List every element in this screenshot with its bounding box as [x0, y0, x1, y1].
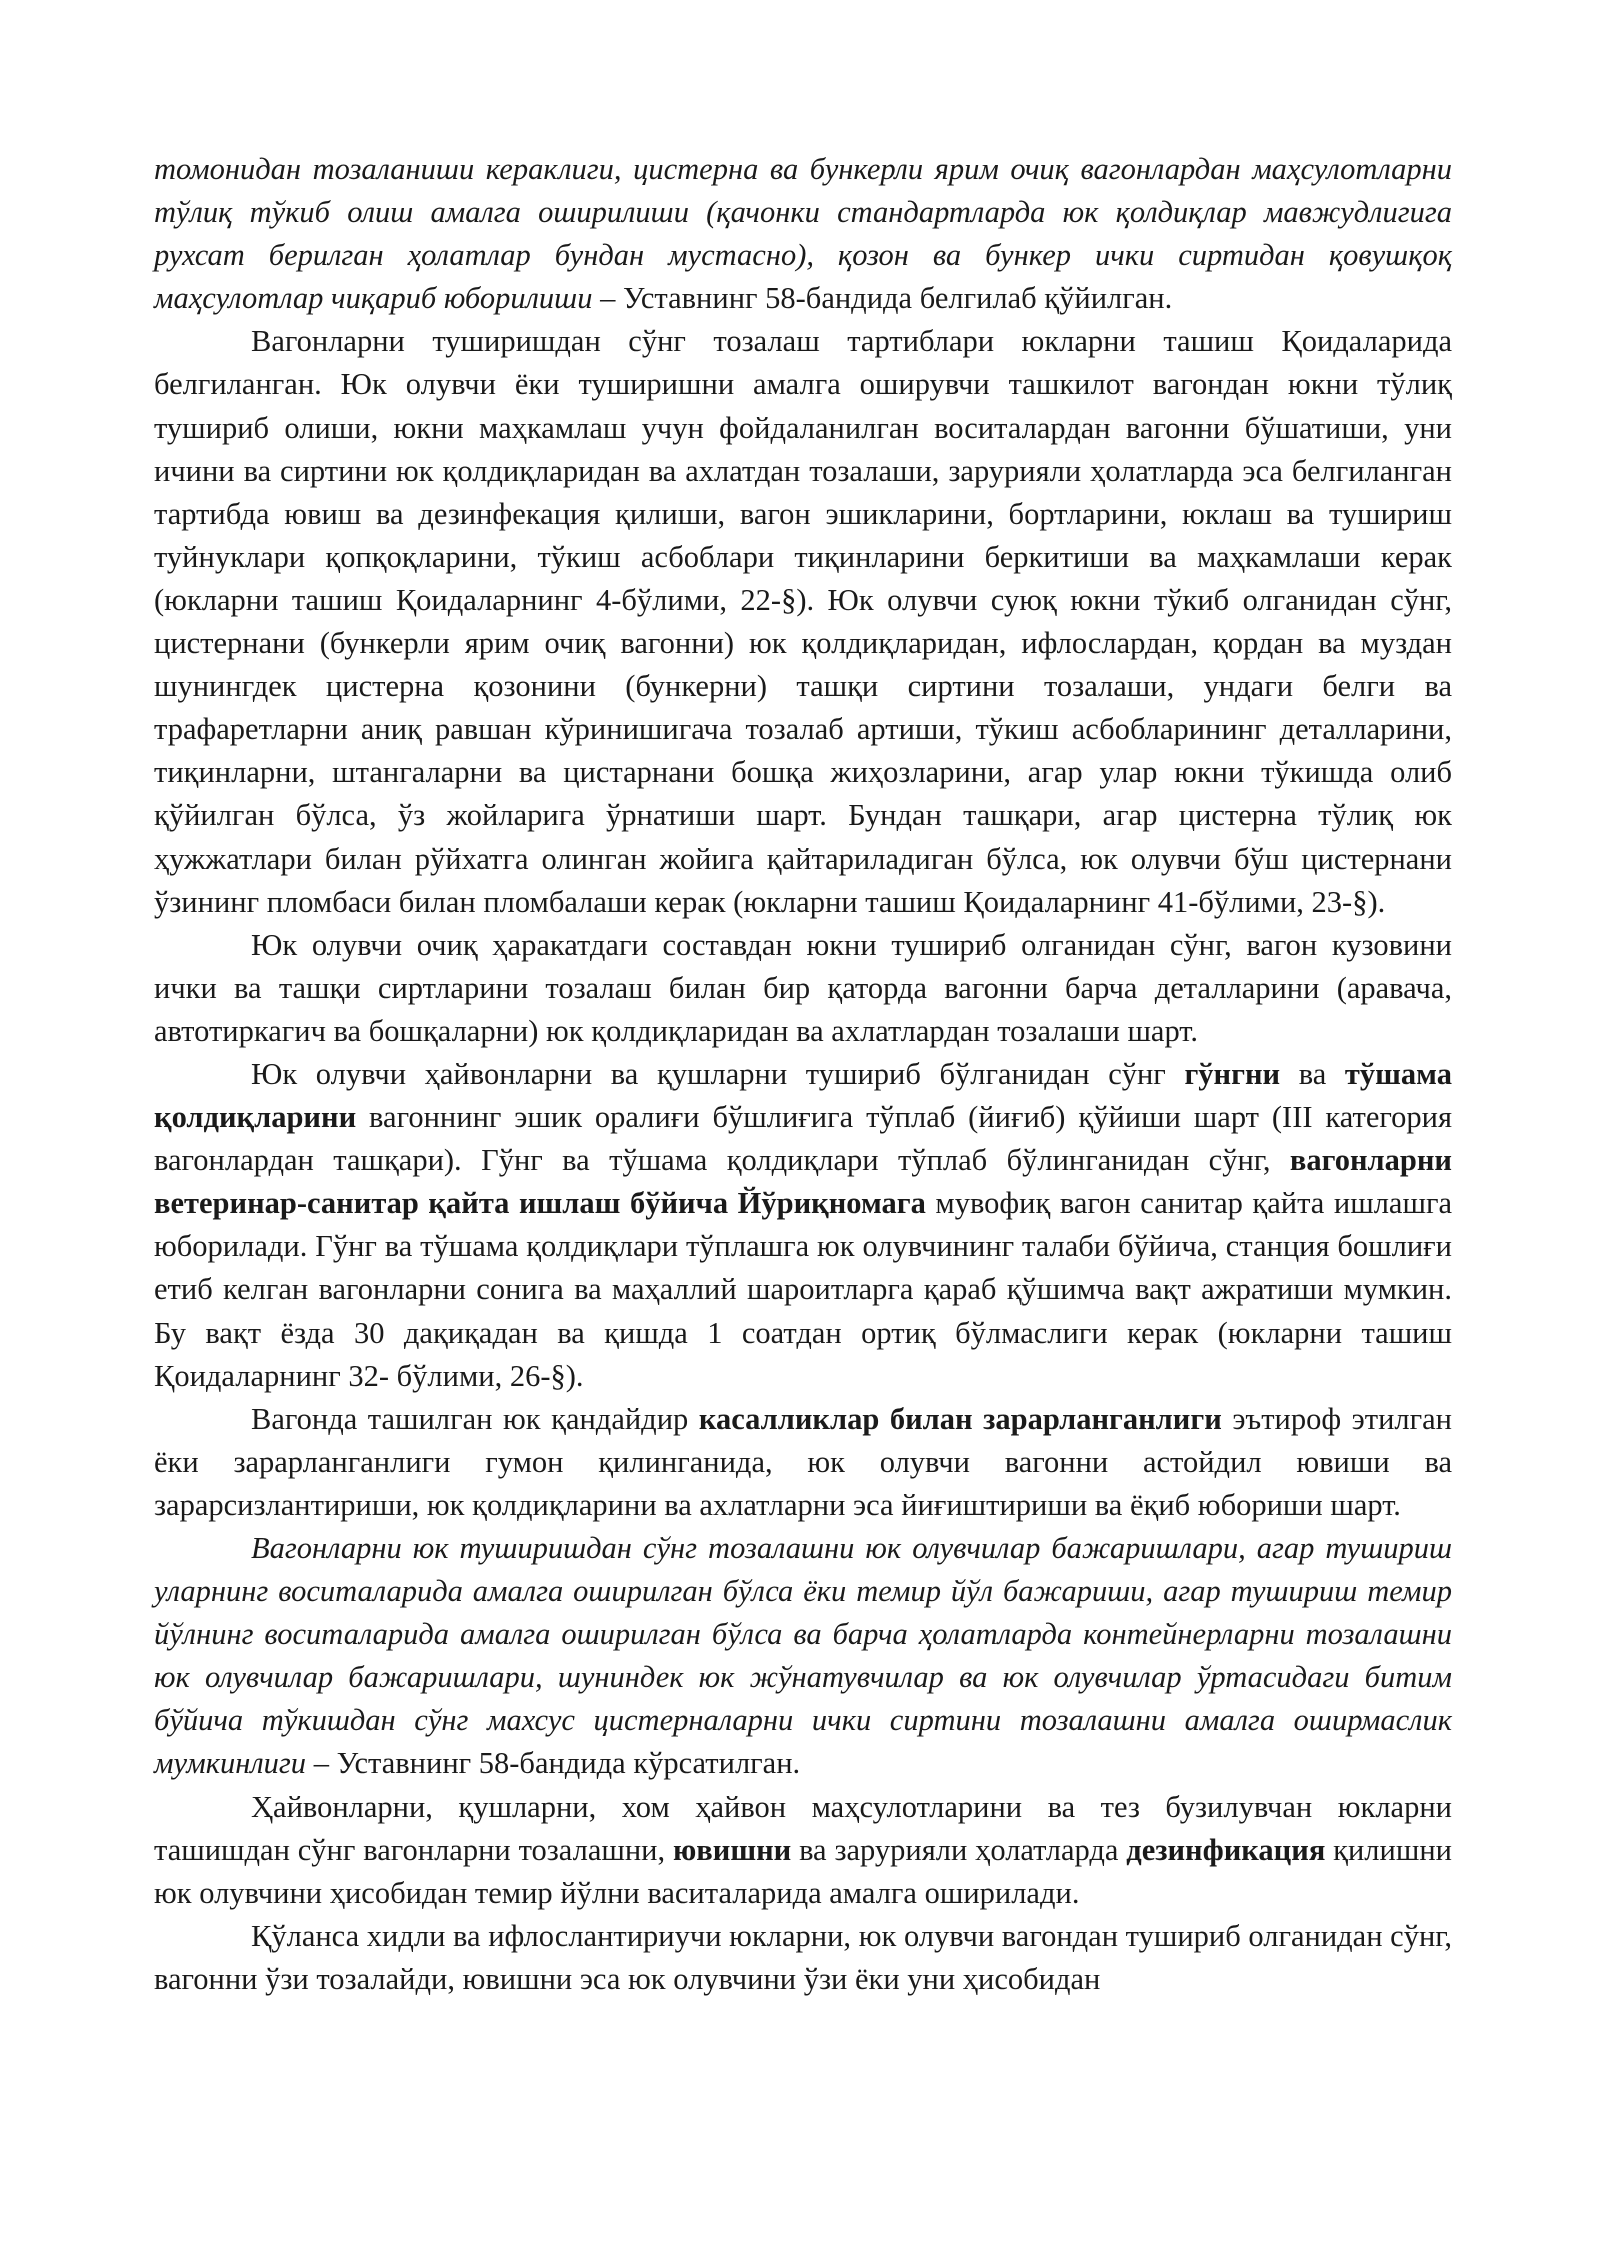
paragraph-8 — [154, 1915, 1452, 2001]
text: мувофиқ вагон санитар қайта ишлашга юборилади. Гўнг ва тўшама қолдиқлари тўплашга юк олувчининг талаби бўйича, станция бошлиғи етиб келган вагонларни сонига ва маҳаллий шароитларга қараб қўшимча вақт ажратиши мумкин. Бу вақт ёзда 30 дақиқадан ва қишда 1 соатдан ортиқ бўлмаслиги керак (юкларни ташиш Қоидаларнинг 32- бўлими, 26-§). — [154, 1186, 1452, 1393]
paragraph-1 — [154, 148, 1452, 320]
text: эътироф этилган ёки зарарланганлиги гумон қилинганида, юк олувчи вагонни астойдил ювиши ва зарарсизлантириши, юк қолдиқларини ва ахлатларни эса йиғиштириши ва ёқиб юбориши шарт. — [154, 1401, 1452, 1522]
text: қилишни юк олувчини ҳисобидан темир йўлни васиталарида амалга оширилади. — [154, 1832, 1452, 1910]
paragraph-3 — [154, 924, 1452, 1053]
document-page — [154, 148, 1452, 2001]
italic-text: томонидан тозаланиши кераклиги, цистерна ва бункерли ярим очиқ вагонлардан маҳсулотларни тўлиқ тўкиб олиш амалга оширилиши (қачонки стандартларда юк қолдиқлар мавжудлигига рухсат берилган ҳолатлар бундан мустасно), қозон ва бункер ички сиртидан қовушқоқ маҳсулотлар чиқариб юборилиши — [154, 152, 1452, 316]
text: Қўланса хидли ва ифлослантириучи юкларни, юк олувчи вагондан тушириб олганидан сўнг, вагонни ўзи тозалайди, ювишни эса юк олувчини ўзи ёки уни ҳисобидан — [154, 1918, 1452, 1996]
paragraph-7 — [154, 1786, 1452, 1915]
text: Юк олувчи ҳайвонларни ва қушларни тушириб бўлганидан сўнг — [251, 1056, 1185, 1091]
bold-text: касалликлар билан зарарланганлиги — [698, 1401, 1222, 1436]
bold-text: гўнгни — [1184, 1056, 1281, 1091]
bold-text: дезинфикация — [1126, 1832, 1326, 1867]
text: ва зарурияли ҳолатларда — [791, 1832, 1127, 1867]
text: – Уставнинг 58-бандида белгилаб қўйилган. — [592, 281, 1173, 316]
italic-text: Вагонларни юк туширишдан сўнг тозалашни юк олувчилар бажаришлари, агар тушириш уларнинг воситаларида амалга оширилган бўлса ёки темир йўл бажариши, агар тушириш темир йўлнинг воситаларида амалга оширилган бўлса ва барча ҳолатларда контейнерларни тозалашни юк олувчилар бажаришлари, шуниндек юк жўнатувчилар ва юк олувчилар ўртасидаги битим бўйича тўкишдан сўнг махсус цистерналарни ички сиртини тозалашни амалга оширмаслик мумкинлиги — [154, 1531, 1452, 1781]
paragraph-5 — [154, 1398, 1452, 1527]
text: Вагонда ташилган юк қандайдир — [251, 1401, 699, 1436]
text: Ҳайвонларни, қушларни, хом ҳайвон маҳсулотларини ва тез бузилувчан юкларни ташишдан сўнг вагонларни тозалашни, — [154, 1789, 1452, 1867]
text: – Уставнинг 58-бандида кўрсатилган. — [313, 1746, 801, 1781]
bold-text: вагонларни ветеринар-санитар қайта ишлаш бўйича Йўриқномага — [154, 1143, 1452, 1221]
paragraph-2 — [154, 320, 1452, 923]
bold-text: ювишни — [672, 1832, 792, 1867]
text: Юк олувчи очиқ ҳаракатдаги составдан юкни тушириб олганидан сўнг, вагон кузовини ички ва ташқи сиртларини тозалаш билан бир қаторда вагонни барча деталларини (аравача, автотиркагич ва бошқаларни) юк қолдиқларидан ва ахлатлардан тозалаши шарт. — [154, 927, 1452, 1048]
text: вагоннинг эшик оралиғи бўшлиғига тўплаб (йиғиб) қўйиши шарт (III категория вагонлардан ташқари). Гўнг ва тўшама қолдиқлари тўплаб бўлинганидан сўнг, — [154, 1100, 1452, 1178]
paragraph-4 — [154, 1053, 1452, 1398]
paragraph-6 — [154, 1527, 1452, 1786]
text: ва — [1280, 1056, 1345, 1091]
text: Вагонларни туширишдан сўнг тозалаш тартиблари юкларни ташиш Қоидаларида белгиланган. Юк олувчи ёки туширишни амалга оширувчи ташкилот вагондан юкни тўлиқ тушириб олиши, юкни маҳкамлаш учун фойдаланилган воситалардан вагонни бўшатиши, уни ичини ва сиртини юк қолдиқларидан ва ахлатдан тозалаши, зарурияли ҳолатларда эса белгиланган тартибда ювиш ва дезинфекация қилиши, вагон эшикларини, бортларини, юклаш ва тушириш туйнуклари қопқоқларини, тўкиш асбоблари тиқинларини беркитиши ва маҳкамлаши керак (юкларни ташиш Қоидаларнинг 4-бўлими, 22-§). Юк олувчи суюқ юкни тўкиб олганидан сўнг, цистернани (бункерли ярим очиқ вагонни) юк қолдиқларидан, ифлослардан, қордан ва муздан шунингдек цистерна қозонини (бункерни) ташқи сиртини тозалаши, ундаги белги ва трафаретларни аниқ равшан кўринишигача тозалаб артиши, тўкиш асбобларининг деталларини, тиқинларни, штангаларни ва цистарнани бошқа жиҳозларини, агар улар юкни тўкишда олиб қўйилган бўлса, ўз жойларига ўрнатиши шарт. Бундан ташқари, агар цистерна тўлиқ юк ҳужжатлари билан рўйхатга олинган жойига қайтариладиган бўлса, юк олувчи бўш цистернани ўзининг пломбаси билан пломбалаши керак (юкларни ташиш Қоидаларнинг 41-бўлими, 23-§). — [154, 324, 1452, 919]
bold-text: тўшама қолдиқларини — [154, 1056, 1452, 1135]
